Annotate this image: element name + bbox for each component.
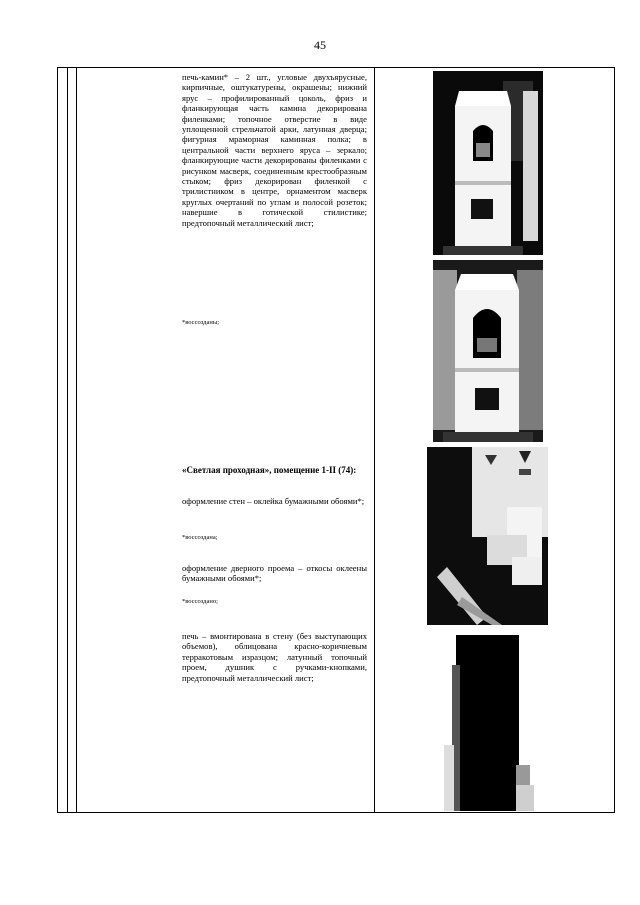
fireplace-stove-image — [433, 71, 543, 255]
room-doorway-photo — [427, 447, 548, 625]
fireplace-note: *воссозданы; — [182, 319, 220, 326]
wall-stove-image — [444, 635, 534, 811]
column-divider — [67, 68, 68, 812]
door-description: оформление дверного проема – откосы оклеены бумажными обоями*; — [182, 563, 367, 584]
column-divider — [374, 68, 375, 812]
room-heading: «Светлая проходная», помещение 1-II (74): — [182, 465, 357, 475]
page-number: 45 — [314, 38, 326, 52]
fireplace-stove-photo-1 — [433, 71, 543, 255]
monument-subject-table — [57, 67, 615, 813]
walls-note: *воссоздана; — [182, 534, 218, 541]
stove-description: печь – вмонтирована в стену (без выступающих объемов), облицована красно-коричневым терракотовым изразцом; латунный топочный проем, душник с ручками-кнопками, предтопочный металлический лист; — [182, 631, 367, 683]
fireplace-stove-photo-2 — [433, 260, 543, 442]
fireplace-stove-image — [433, 260, 543, 442]
door-note: *воссоздано; — [182, 598, 218, 605]
fireplace-description: печь-камин* – 2 шт., угловые двухъярусные, кирпичные, оштукатурены, окрашены; нижний ярус – профилированный цоколь, фриз и фланкирующая часть камина декорирована филенками; топочное отверстие в виде уплощенной стрельчатой арки, латунная дверца; фигурная мраморная каминная полка; в центральной части верхнего яруса – зеркало; фланкирующие части декорированы филенками с рисунком масверк, соединенным крестообразным стыком; фриз декорирован филенкой с трилистником в центре, орнаментом масверк круглых очертаний по углам и полосой розеток; навершие в готической стилистике; предтопочный металлический лист; — [182, 72, 367, 228]
column-divider — [76, 68, 77, 812]
room-doorway-image — [427, 447, 548, 625]
wall-stove-photo — [444, 635, 534, 811]
walls-description: оформление стен – оклейка бумажными обоями*; — [182, 496, 365, 506]
